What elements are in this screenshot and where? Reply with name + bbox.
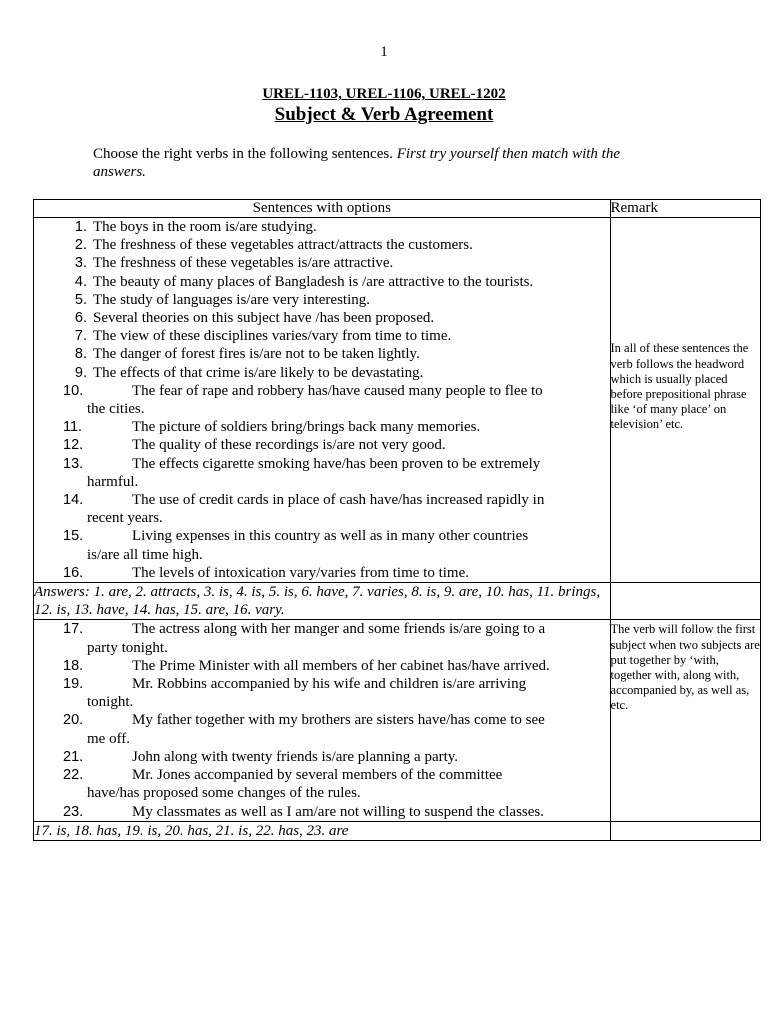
sentence-main: The boys in the room is/are studying. xyxy=(93,219,317,235)
sentence-number: 15. xyxy=(63,528,84,545)
group1-remark xyxy=(610,218,760,583)
sentence-continuation: me off. xyxy=(87,730,131,747)
sentence-text xyxy=(87,455,610,491)
sentence-text xyxy=(132,657,610,675)
group2-remark-text: The verb will follow the first subject when two subjects are put together by ‘with, together with, along with, accompanied by, as well as, etc. xyxy=(610,622,760,713)
sentence-item xyxy=(34,455,610,491)
group2-list xyxy=(34,620,610,820)
group1-remark-text: In all of these sentences the verb follows the headword which is usually placed before prepositional phrase like ‘of many place’ on television’ etc. xyxy=(610,341,749,432)
sentence-number: 22. xyxy=(63,767,84,784)
sentence-main: The quality of these recordings is/are not very good. xyxy=(132,437,446,454)
sentence-number: 21. xyxy=(63,748,84,765)
sentence-text xyxy=(87,620,610,656)
sentence-number: 12. xyxy=(63,437,84,454)
sentence-main: The study of languages is/are very interesting. xyxy=(93,291,371,308)
sentence-item xyxy=(34,364,610,382)
sentence-main: Mr. Jones accompanied by several members of the committee xyxy=(132,767,503,784)
sentence-item xyxy=(34,748,610,766)
group1-list xyxy=(34,218,610,582)
sentence-main: The actress along with her manger and some friends is/are going to a xyxy=(132,621,546,638)
course-codes: UREL-1103, UREL-1106, UREL-1202 xyxy=(262,86,506,102)
group2-row xyxy=(34,620,761,821)
table-header-row xyxy=(34,200,761,218)
sentence-item xyxy=(34,309,610,327)
sentence-number: 5. xyxy=(74,291,87,308)
group2-answers-empty xyxy=(610,821,760,840)
sentence-main: John along with twenty friends is/are planning a party. xyxy=(132,748,459,765)
sentence-text xyxy=(132,748,610,766)
sentence-text xyxy=(132,564,610,582)
sentence-number: 6. xyxy=(74,310,87,327)
sentence-item xyxy=(34,527,610,563)
sentence-continuation: tonight. xyxy=(87,694,134,711)
instructions xyxy=(93,145,673,181)
group1-sentences xyxy=(34,218,611,583)
sentence-item xyxy=(34,766,610,802)
sentence-item xyxy=(34,436,610,454)
sentence-main: Several theories on this subject have /has been proposed. xyxy=(93,310,435,327)
group1-answers: Answers: 1. are, 2. attracts, 3. is, 4. is, 5. is, 6. have, 7. varies, 8. is, 9. are, 10. has, 11. brings, 12. is, 13. have, 14. has, 15. are, 16. vary. xyxy=(34,583,611,620)
sentence-item xyxy=(34,657,610,675)
group1-answers-row xyxy=(34,583,761,620)
sentence-item xyxy=(34,382,610,418)
sentence-continuation: have/has proposed some changes of the rules. xyxy=(87,785,361,802)
sentence-item xyxy=(34,711,610,747)
sentence-text xyxy=(87,675,610,711)
sentence-text xyxy=(93,254,610,272)
sentence-number: 8. xyxy=(74,346,87,363)
sentence-text xyxy=(87,382,610,418)
sentence-main: The effects cigarette smoking have/has been proven to be extremely xyxy=(132,455,541,472)
sentence-number: 10. xyxy=(63,382,84,399)
sentence-number: 9. xyxy=(74,364,87,381)
sentence-text xyxy=(87,711,610,747)
sentence-number: 4. xyxy=(74,273,87,290)
sentence-continuation: harmful. xyxy=(87,473,139,490)
sentence-number: 7. xyxy=(74,328,87,345)
sentence-item xyxy=(34,291,610,309)
sentence-number: 13. xyxy=(63,455,84,472)
sentence-main: The Prime Minister with all members of her cabinet has/have arrived. xyxy=(132,657,550,674)
exercise-table xyxy=(33,199,761,841)
sentence-text xyxy=(93,236,610,254)
sentence-text xyxy=(87,766,610,802)
sentence-number: 17. xyxy=(63,621,84,638)
sentence-number: 20. xyxy=(63,712,84,729)
header-sentences: Sentences with options xyxy=(34,200,611,218)
sentence-text xyxy=(87,527,610,563)
sentence-text xyxy=(87,491,610,527)
sentence-main: The use of credit cards in place of cash have/has increased rapidly in xyxy=(132,492,545,509)
sentence-item xyxy=(34,345,610,363)
sentence-main: The freshness of these vegetables is/are attractive. xyxy=(93,255,394,272)
sentence-text xyxy=(93,345,610,363)
sentence-main: Mr. Robbins accompanied by his wife and children is/are arriving xyxy=(132,676,527,693)
sentence-number: 3. xyxy=(74,255,87,272)
sentence-main: Living expenses in this country as well as in many other countries xyxy=(132,528,529,545)
sentence-main: The beauty of many places of Bangladesh is /are attractive to the tourists. xyxy=(93,273,534,290)
sentence-number: 18. xyxy=(63,657,84,674)
sentence-item xyxy=(34,675,610,711)
sentence-item xyxy=(34,273,610,291)
sentence-text xyxy=(132,418,610,436)
sentence-item xyxy=(34,491,610,527)
group2-remark xyxy=(610,620,760,821)
sentence-text xyxy=(93,291,610,309)
sentence-text xyxy=(93,327,610,345)
group2-answers: 17. is, 18. has, 19. is, 20. has, 21. is, 22. has, 23. are xyxy=(34,821,611,840)
sentence-item xyxy=(34,620,610,656)
sentence-main: The levels of intoxication vary/varies from time to time. xyxy=(132,564,469,581)
sentence-text xyxy=(93,364,610,382)
sentence-item xyxy=(34,803,610,821)
sentence-number: 16. xyxy=(63,564,84,581)
sentence-item xyxy=(34,218,610,236)
sentence-item xyxy=(34,418,610,436)
sentence-item xyxy=(34,254,610,272)
sentence-continuation: the cities. xyxy=(87,401,145,418)
sentence-main: The picture of soldiers bring/brings back many memories. xyxy=(132,419,481,436)
sentence-continuation: party tonight. xyxy=(87,639,168,656)
sentence-main: The fear of rape and robbery has/have caused many people to flee to xyxy=(132,382,543,399)
sentence-item xyxy=(34,327,610,345)
sentence-number: 19. xyxy=(63,676,84,693)
sentence-main: My classmates as well as I am/are not willing to suspend the classes. xyxy=(132,803,544,820)
group1-answers-empty xyxy=(610,583,760,620)
sentence-main: The freshness of these vegetables attract/attracts the customers. xyxy=(93,237,473,254)
sentence-text xyxy=(132,803,610,821)
sentence-number: 2. xyxy=(74,237,87,254)
group1-row xyxy=(34,218,761,583)
group2-sentences xyxy=(34,620,611,821)
sentence-number: 14. xyxy=(63,492,84,509)
sentence-text xyxy=(93,218,610,236)
sentence-item xyxy=(34,236,610,254)
page-number: 1 xyxy=(380,44,388,60)
sentence-continuation: is/are all time high. xyxy=(87,546,203,563)
sentence-text xyxy=(93,273,610,291)
sentence-continuation: recent years. xyxy=(87,510,163,527)
page-title: Subject & Verb Agreement xyxy=(274,104,494,125)
sentence-number: 23. xyxy=(63,803,84,820)
sentence-main: The view of these disciplines varies/vary from time to time. xyxy=(93,328,452,345)
sentence-text xyxy=(93,309,610,327)
sentence-item xyxy=(34,564,610,582)
group2-answers-row xyxy=(34,821,761,840)
sentence-main: The effects of that crime is/are likely to be devastating. xyxy=(93,364,424,381)
sentence-text xyxy=(132,436,610,454)
header-remark: Remark xyxy=(610,200,760,218)
sentence-main: My father together with my brothers are sisters have/has come to see xyxy=(132,712,545,729)
sentence-main: The danger of forest fires is/are not to be taken lightly. xyxy=(93,346,420,363)
sentence-number: 11. xyxy=(63,419,83,436)
instructions-main: Choose the right verbs in the following sentences. xyxy=(93,146,397,162)
instructions-note: First try yourself then match with the answers. xyxy=(93,146,621,180)
sentence-number: 1. xyxy=(74,219,87,235)
